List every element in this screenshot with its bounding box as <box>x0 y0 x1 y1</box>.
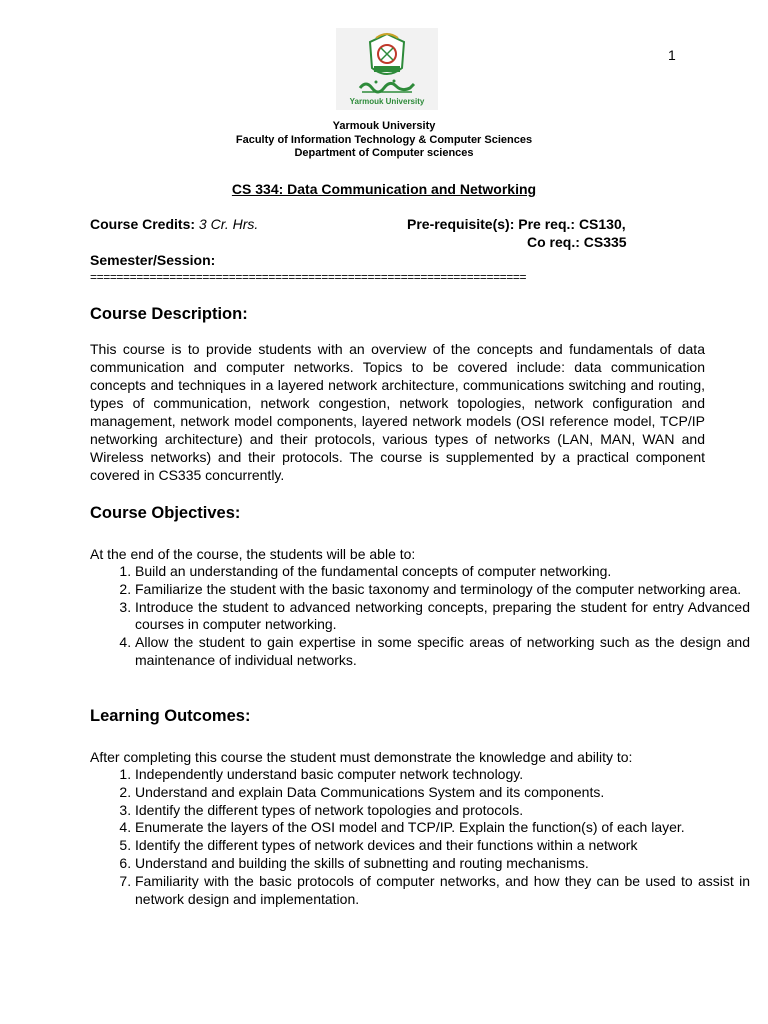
university-crest-icon <box>336 28 438 110</box>
department-name: Department of Computer sciences <box>294 147 474 159</box>
coreq-value: Co req.: CS335 <box>527 234 627 250</box>
outcomes-intro: After completing this course the student must demonstrate the knowledge and ability to: <box>90 749 633 765</box>
page-number: 1 <box>668 47 676 63</box>
course-title-text: CS 334: Data Communication and Networking <box>231 181 537 197</box>
objectives-intro: At the end of the course, the students will be able to: <box>90 546 416 562</box>
university-name: Yarmouk University <box>332 120 436 132</box>
description-heading: Course Description: <box>90 305 248 323</box>
list-item: 7. Familiarity with the basic protocols of computer networks, and how they can be used to assist in network design and implementation. <box>135 873 750 909</box>
list-item: 4. Allow the student to gain expertise in some specific areas of networking such as the design and maintenance of individual networks. <box>135 634 750 670</box>
faculty-name: Faculty of Information Technology & Computer Sciences <box>235 133 533 146</box>
list-item: 4. Enumerate the layers of the OSI model and TCP/IP. Explain the function(s) of each layer. <box>135 819 750 837</box>
prereq-label: Pre-requisite(s): <box>407 216 519 232</box>
credits-value: 3 Cr. Hrs. <box>198 216 259 232</box>
credits-label: Course Credits: <box>90 216 196 232</box>
list-item: 5. Identify the different types of network devices and their functions within a network <box>135 837 750 855</box>
logo-english-name: Yarmouk University <box>349 97 425 106</box>
list-item: 6. Understand and building the skills of subnetting and routing mechanisms. <box>135 855 750 873</box>
university-logo <box>336 28 438 110</box>
course-title <box>0 181 768 197</box>
course-credits <box>90 215 258 233</box>
list-item: 1. Build an understanding of the fundamental concepts of computer networking. <box>135 563 750 581</box>
objectives-list <box>90 563 750 670</box>
description-text: This course is to provide students with an overview of the concepts and fundamentals of data communication and computer networks. Topics to be covered include: data communication concepts and techniques in a layered network architecture, communications switching and routing, types of communication, network congestion, network topologies, network configuration and management, network model components, layered network models (OSI reference model, TCP/IP networking architecture) and their protocols, various types of networks (LAN, MAN, WAN and Wireless networks) and their protocols. The course is supplemented by a practical component covered in CS335 concurrently. <box>90 341 705 483</box>
list-item: 3. Introduce the student to advanced networking concepts, preparing the student for entry Advanced courses in computer networking. <box>135 599 750 635</box>
outcomes-list <box>90 766 750 908</box>
semester-label: Semester/Session: <box>90 252 216 268</box>
list-item: 2. Understand and explain Data Communications System and its components. <box>135 784 750 802</box>
separator-line: ================================================================== <box>90 270 527 284</box>
outcomes-heading: Learning Outcomes: <box>90 707 251 725</box>
list-item: 3. Identify the different types of network topologies and protocols. <box>135 802 750 820</box>
objectives-heading: Course Objectives: <box>90 504 241 522</box>
prerequisites <box>407 215 626 233</box>
document-header <box>0 120 768 161</box>
list-item: 2. Familiarize the student with the basic taxonomy and terminology of the computer networking area. <box>135 581 750 599</box>
list-item: 1. Independently understand basic computer network technology. <box>135 766 750 784</box>
prereq-value: Pre req.: CS130, <box>518 216 626 232</box>
